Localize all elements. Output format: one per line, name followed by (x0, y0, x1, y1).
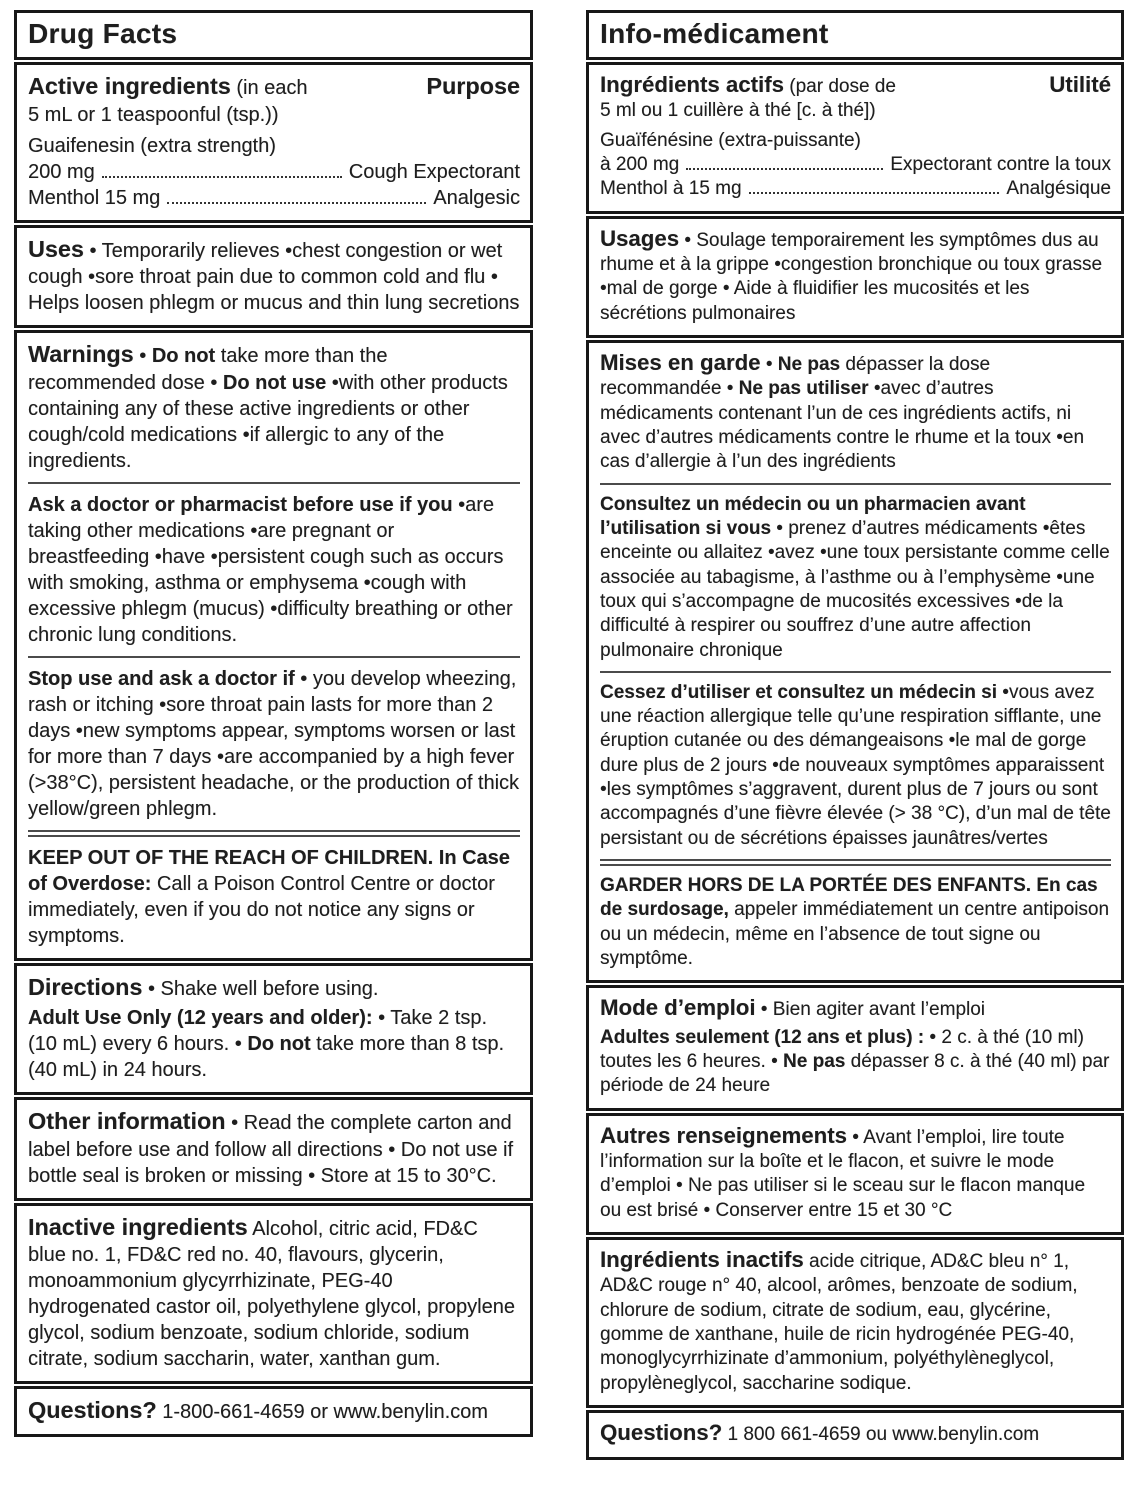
label-paragraph (28, 492, 520, 648)
ingredient-dose: Menthol à 15 mg (600, 178, 742, 200)
panel-title-box (586, 10, 1124, 60)
info-medicament-panel-french (586, 10, 1124, 1460)
active-ingredients-header-row (600, 71, 1111, 99)
section-divider (600, 483, 1111, 485)
label-paragraph (28, 1106, 520, 1188)
ingredient-name-line: Guaïfénésine (extra-puissante) (600, 129, 861, 151)
label-paragraph (600, 681, 1111, 851)
text-run: take more than 8 tsp. (40 mL) in 24 hours. (28, 1033, 505, 1082)
section-heading: Inactive ingredients (28, 1213, 248, 1240)
ingredient-row (600, 153, 1111, 177)
bold-text-run: Ne pas utiliser (738, 378, 869, 400)
active-ingredients-heading-wrap (600, 71, 896, 99)
section-heading: Warnings (28, 341, 134, 368)
label-paragraph (600, 349, 1111, 475)
section-heading: Mode d’emploi (600, 995, 756, 1021)
section-active-ingredients (14, 62, 533, 222)
active-ingredients-header-row (28, 71, 520, 101)
label-paragraph (28, 972, 520, 1002)
label-paragraph (600, 1419, 1111, 1447)
label-paragraph (600, 1246, 1111, 1396)
active-ingredients-heading-suffix: (par dose de (783, 75, 896, 97)
section-ingredients-inactifs (586, 1237, 1124, 1408)
drug-facts-panel-english (14, 10, 533, 1437)
section-heading: Ingrédients inactifs (600, 1247, 804, 1273)
label-paragraph (28, 1005, 520, 1083)
dotted-leader (749, 192, 1000, 194)
text-run: • (760, 353, 778, 375)
section-heading: Other information (28, 1108, 226, 1135)
section-heading: Directions (28, 973, 143, 1000)
section-divider (28, 830, 520, 837)
section-usages (586, 216, 1124, 338)
active-ingredients-heading-suffix: (in each (230, 77, 308, 100)
text-run: dépasser la dose recommandée • (600, 353, 991, 400)
panel-title-box (14, 10, 533, 60)
section-heading: Uses (28, 235, 84, 262)
bold-text-run: Ne pas (783, 1051, 846, 1073)
label-paragraph (600, 1026, 1111, 1099)
text-run: •vous avez une réaction allergique telle qu’une respiration sifflante, une éruption cutanée ou des démangeaisons •le mal de gorge dure plus de 2 jours •de nouveaux symptômes apparaissent •les symptômes s’aggravent, durent plus de 7 jours ou sont accompagnés d’une fièvre élevée (> 38 °C), d’un mal de tête persistant ou de sécrétions épaisses jaunâtres/vertes (600, 681, 1111, 849)
active-ingredients-heading: Active ingredients (28, 73, 231, 100)
text-run: • Bien agiter avant l’emploi (755, 999, 986, 1021)
text-run: • Take 2 tsp. (10 mL) every 6 hours. • (28, 1007, 488, 1056)
text-run: appeler immédiatement un centre antipoison ou un médecin, même en l’absence de tout signe ou symptôme. (600, 899, 1110, 969)
ingredient-dose: 200 mg (28, 160, 95, 183)
panel-title: Drug Facts (28, 18, 178, 49)
bold-text-run: Adult Use Only (12 years and older): (28, 1007, 373, 1030)
text-run: 1-800-661-4659 or www.benylin.com (156, 1400, 488, 1423)
section-other-information (14, 1097, 533, 1200)
section-heading: Autres renseignements (600, 1122, 847, 1148)
ingredient-purpose: Cough Expectorant (348, 160, 520, 183)
section-divider (600, 671, 1111, 673)
section-directions (14, 963, 533, 1095)
ingredient-row (28, 185, 520, 211)
ingredient-row (600, 177, 1111, 201)
section-uses (14, 225, 533, 328)
section-heading: Questions? (600, 1420, 723, 1446)
section-autres-renseignements (586, 1113, 1124, 1235)
label-paragraph (28, 1212, 520, 1372)
text-run: 1 800 661-4659 ou www.benylin.com (722, 1424, 1040, 1446)
dotted-leader (102, 176, 342, 178)
text-run: •avec d’autres médicaments contenant l’un de ces ingrédients actifs, ni avec d’autres médicaments contre le rhume et la toux •en cas d’allergie à l’un des ingrédients (600, 378, 1085, 473)
dotted-leader (167, 202, 426, 204)
purpose-column-label: Utilité (1049, 71, 1111, 97)
label-paragraph (28, 845, 520, 949)
label-paragraph (600, 493, 1111, 663)
bold-text-run: Adultes seulement (12 ans et plus) : (600, 1026, 925, 1048)
bold-text-run: Do not use (222, 371, 327, 394)
ingredient-dose: Menthol 15 mg (28, 186, 161, 209)
text-run: Alcohol, citric acid, FD&C blue no. 1, FD&C red no. 40, flavours, glycerin, monoammonium glycyrrhizinate, PEG-40 hydrogenated castor oil, polyethylene glycol, propylene glycol, sodium benzoate, sodium chloride, sodium citrate, sodium saccharin, water, xanthan gum. (28, 1217, 515, 1370)
text-run: • Avant l’emploi, lire toute l’information sur la boîte et le flacon, et suivre le mode d’emploi • Ne pas utiliser si le sceau sur le flacon manque ou est brisé • Conserver entre 15 et 30 °C (600, 1126, 1086, 1221)
active-ingredients-heading-wrap (28, 71, 308, 101)
dotted-leader (686, 168, 883, 170)
bold-text-run: Do not (247, 1033, 311, 1056)
bold-text-run: Consultez un médecin ou un pharmacien avant l’utilisation si vous (600, 493, 1026, 539)
label-paragraph (600, 1122, 1111, 1223)
section-divider (28, 482, 520, 484)
label-paragraph (600, 994, 1111, 1022)
text-run: acide citrique, AD&C bleu n° 1, AD&C rouge n° 40, alcool, arômes, benzoate de sodium, chlorure de sodium, citrate de sodium, eau, glycérine, gomme de xanthane, huile de ricin hydrogénée PEG-40, monoglycyrrhizinate d’ammonium, polyéthylèneglycol, propylèneglycol, saccharine sodique. (600, 1251, 1078, 1394)
bold-text-run: Ask a doctor or pharmacist before use if you (28, 493, 453, 516)
text-run: • Soulage temporairement les symptômes dus au rhume et à la grippe •congestion bronchique ou toux grasse •mal de gorge • Aide à fluidifier les mucosités et les sécrétions pulmonaires (600, 229, 1103, 324)
text-run: •are taking other medications •are pregnant or breastfeeding •have •persistent cough such as occurs with smoking, asthma or emphysema •cough with excessive phlegm (mucus) •difficulty breathing or other chronic lung conditions. (28, 493, 513, 646)
text-run: • Read the complete carton and label before use and follow all directions • Do not use if bottle seal is broken or missing • Store at 15 to 30°C. (28, 1112, 514, 1187)
panel-title: Info-médicament (600, 18, 829, 49)
text-run: • prenez d’autres médicaments •êtes enceinte ou allaitez •avez •une toux persistante comme celle associée au tabagisme, à l’asthme ou à l’emphysème •une toux qui s’accompagne de mucosités excessives •de la difficulté à respirer ou souffrez d’une autre affection pulmonaire chronique (600, 517, 1110, 661)
ingredient-name-line: Guaifenesin (extra strength) (28, 134, 276, 157)
text-run: • (133, 345, 152, 368)
dose-unit-line: 5 mL or 1 teaspoonful (tsp.)) (28, 103, 279, 126)
text-run: • Temporarily relieves •chest congestion or wet cough •sore throat pain due to common cold and flu • Helps loosen phlegm or mucus and thin lung secretions (28, 239, 520, 315)
dose-unit-line: 5 ml ou 1 cuillère à thé [c. à thé]) (600, 100, 876, 122)
section-inactive-ingredients (14, 1203, 533, 1384)
section-questions (14, 1386, 533, 1437)
text-run: dépasser 8 c. à thé (40 ml) par période de 24 heure (600, 1051, 1110, 1097)
label-paragraph (28, 234, 520, 316)
section-divider (600, 859, 1111, 866)
text-run: • 2 c. à thé (10 ml) toutes les 6 heures. • (600, 1026, 1084, 1073)
bold-text-run: Cessez d’utiliser et consultez un médecin si (600, 681, 998, 703)
text-run: • Shake well before using. (142, 977, 379, 1000)
section-warnings-group (14, 330, 533, 960)
bold-text-run: KEEP OUT OF THE REACH OF CHILDREN. In Case of Overdose: (28, 846, 510, 895)
label-paragraph (28, 1395, 520, 1425)
ingredient-dose: à 200 mg (600, 153, 680, 175)
label-paragraph (600, 874, 1111, 971)
text-run: •with other products containing any of these active ingredients or other cough/cold medications •if allergic to any of the ingredients. (28, 371, 508, 472)
bold-text-run: Ne pas (777, 353, 841, 375)
section-mode-demploi (586, 985, 1124, 1110)
text-run: Call a Poison Control Centre or doctor immediately, even if you do not notice any signs or symptoms. (28, 872, 495, 947)
bold-text-run: GARDER HORS DE LA PORTÉE DES ENFANTS. En cas de surdosage, (600, 875, 1098, 921)
label-paragraph (600, 225, 1111, 326)
section-heading: Usages (600, 225, 680, 251)
ingredient-purpose: Analgésique (1006, 178, 1111, 200)
text-run: take more than the recommended dose • (28, 345, 388, 394)
section-divider (28, 656, 520, 658)
section-mises-en-garde-group (586, 340, 1124, 983)
bold-text-run: Stop use and ask a doctor if (28, 667, 295, 690)
label-paragraph (28, 666, 520, 822)
bold-text-run: Do not (151, 345, 216, 368)
ingredient-purpose: Expectorant contre la toux (890, 153, 1111, 175)
active-ingredients-heading: Ingrédients actifs (600, 71, 784, 97)
text-run: • you develop wheezing, rash or itching •sore throat pain lasts for more than 2 days •new symptoms appear, symptoms worsen or last for more than 7 days •are accompanied by a high fever (>38°C), persistent headache, or the production of thick yellow/green phlegm. (28, 667, 520, 820)
ingredient-purpose: Analgesic (433, 186, 520, 209)
ingredient-row (28, 159, 520, 185)
purpose-column-label: Purpose (426, 73, 520, 100)
section-heading: Mises en garde (600, 349, 761, 375)
section-questions-fr (586, 1410, 1124, 1459)
label-paragraph (28, 339, 520, 473)
section-heading: Questions? (28, 1396, 157, 1423)
section-ingredients-actifs (586, 62, 1124, 214)
